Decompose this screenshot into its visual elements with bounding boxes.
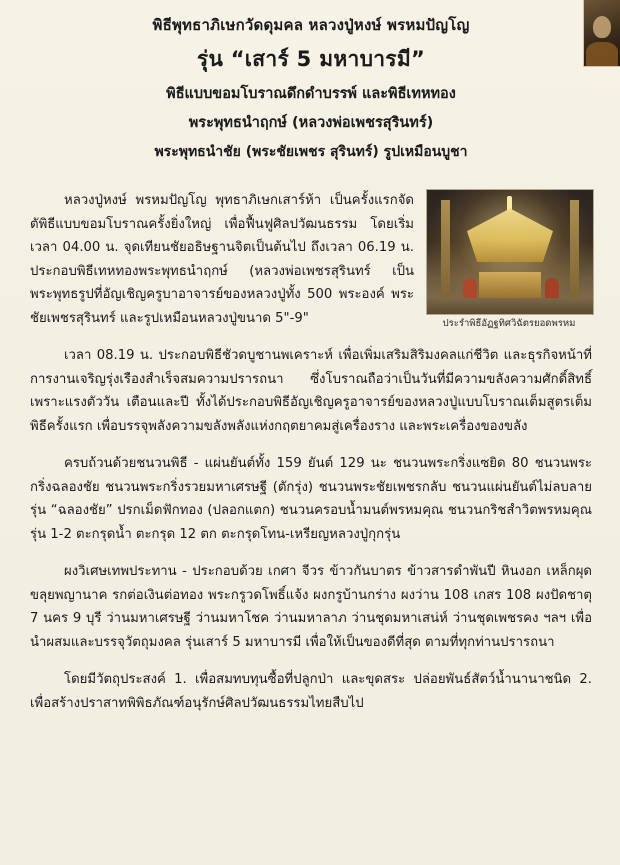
photo-caption: ประรำพิธีอัฏฐทิศวิฉัตรยอดพรหม: [442, 318, 576, 330]
title-line-2: รุ่น “เสาร์ 5 มหาบารมี”: [196, 47, 426, 72]
paragraph-5: [30, 668, 592, 715]
title-line-1: พิธีพุทธาภิเษกวัดดุมคล หลวงปู่หงษ์ พรหมปัญโญ: [152, 16, 470, 34]
body-text: [30, 189, 592, 715]
ceremony-photo-figure: [426, 189, 592, 330]
photo-floor: [427, 298, 593, 314]
photo-monk-right: [545, 278, 559, 300]
title-line-5: พระพุทธนำชัย (พระชัยเพชร สุรินทร์) รูปเหมือนบูชา: [154, 143, 468, 160]
paragraph-3: [30, 452, 592, 546]
portrait-face: [593, 16, 611, 38]
photo-canopy: [467, 208, 553, 262]
portrait-robe: [586, 42, 618, 66]
paragraph-2-text: เวลา 08.19 น. ประกอบพิธีชัวดบูชานพเคราะห์ เพื่อเพิ่มเสริมสิริมงคลแก่ชีวิต และธุรกิจหน้าที่การงานเจริญรุ่งเรืองสำเร็จสมความปรารถนา ซึ่งโบราณถือว่าเป็นวันที่มีความขลังความศักดิ์สิทธิ์ เพราะแรงตัววัน เตือนและปี ทั้งได้ประกอบพิธีอัญเชิญครูอาจารย์ของหลวงปู่แบบโบราณเต็มสูตรเต็มพิธีครั้งแรก เพื่อบรรจุพลังความขลังพลังแห่งกฤตยาคมสู่เครื่องราง และพระเครื่องของขลัง: [30, 348, 592, 434]
paragraph-5-text: โดยมีวัตถุประสงค์ 1. เพื่อสมทบทุนซื้อที่ปลูกป่า และขุดสระ ปล่อยพันธ์สัตว์น้ำนานาชนิด 2. เพื่อสร้างปราสาทพิพิธภัณฑ์อนุรักษ์ศิลปวัฒนธรรมไทยสืบไป: [30, 672, 592, 711]
title-line-4: พระพุทธนำฤกษ์ (หลวงพ่อเพชรสุรินทร์): [188, 115, 434, 132]
title-block: [30, 14, 592, 163]
paragraph-2: [30, 344, 592, 438]
photo-pillar-right: [570, 200, 579, 298]
paragraph-1-text: หลวงปู่หงษ์ พรหมปัญโญ พุทธาภิเษกเสาร์ห้า เป็นครั้งแรกจัดตัพิธีแบบขอมโบราณครั้งยิ่งใหญ่ เพื่อฟื้นฟูศิลปวัฒนธรรม โดยเริ่มเวลา 04.00 น. จุดเทียนชัยอธิษฐานจิตเป็นต้นไป ถึงเวลา 06.19 น. ประกอบพิธีเทหทองพระพุทธนำฤกษ์ (หลวงพ่อเพชรสุรินทร์ เป็นพระพุทธรูปที่อัญเชิญครูบาอาจารย์ของหลวงปู่ทั้ง 500 พระองค์ พระชัยเพชรสุรินทร์ และรูปเหมือนหลวงปู่ขนาด 5"-9": [30, 193, 414, 326]
ceremony-photo: [426, 189, 594, 315]
title-line-3: พิธีแบบขอมโบราณดึกดำบรรพ์ และพิธีเทหทอง: [166, 85, 456, 102]
paragraph-4-text: ผงวิเศษเทพประทาน - ประกอบด้วย เกศา จีวร ข้าวกันบาตร ข้าวสารดำพันปี หินงอก เหล็กผุด ขลุยพญานาค รกต่อเงินต่อทอง พระกรูวดโพธิ์แจ้ง ผงกรูบ้านกร่าง ผงว่าน 108 เกสร 108 ผงปัดชาตุ 7 นคร 9 บุรี ว่านมหาเศรษฐี ว่านมหาโชค ว่านมหาลาภ ว่านชุดมหาเสน่ห์ ว่านชุดเพชรคง ฯลฯ เพื่อนำผสมและบรรจุวัตถุมงคล รุ่นเสาร์ 5 มหาบารมี เพื่อให้เป็นของดีที่สุด ตามที่ทุกท่านปรารถนา: [30, 564, 592, 650]
paragraph-4: [30, 560, 592, 654]
photo-monk-left: [463, 278, 477, 300]
monk-portrait-corner: [583, 0, 620, 67]
photo-altar: [479, 272, 541, 298]
photo-pillar-left: [441, 200, 450, 298]
paragraph-3-text: ครบถ้วนด้วยชนวนพิธี - แผ่นยันต์ทั้ง 159 ยันต์ 129 นะ ชนวนพระกริ่งแซยิด 80 ชนวนพระกริ่งฉลองชัย ชนวนพระกริ่งรวยมหาเศรษฐี (ตักรุ่ง) ชนวนพระชัยเพชรกลับ ชนวนแผ่นยันต์ไม่ลบลาย รุ่น “ฉลองชัย” ปรกเม็ดฟักทอง (ปลอกแตก) ชนวนครอบน้ำมนต์พรหมคุณ ชนวนกริชสำวิตพรหมคุณ รุ่น 1-2 ตะกรุดน้ำ ตะกรุด 12 ตก ตะกรุดโทน-เหรียญหลวงปู่กุกรุ่น: [30, 456, 592, 542]
